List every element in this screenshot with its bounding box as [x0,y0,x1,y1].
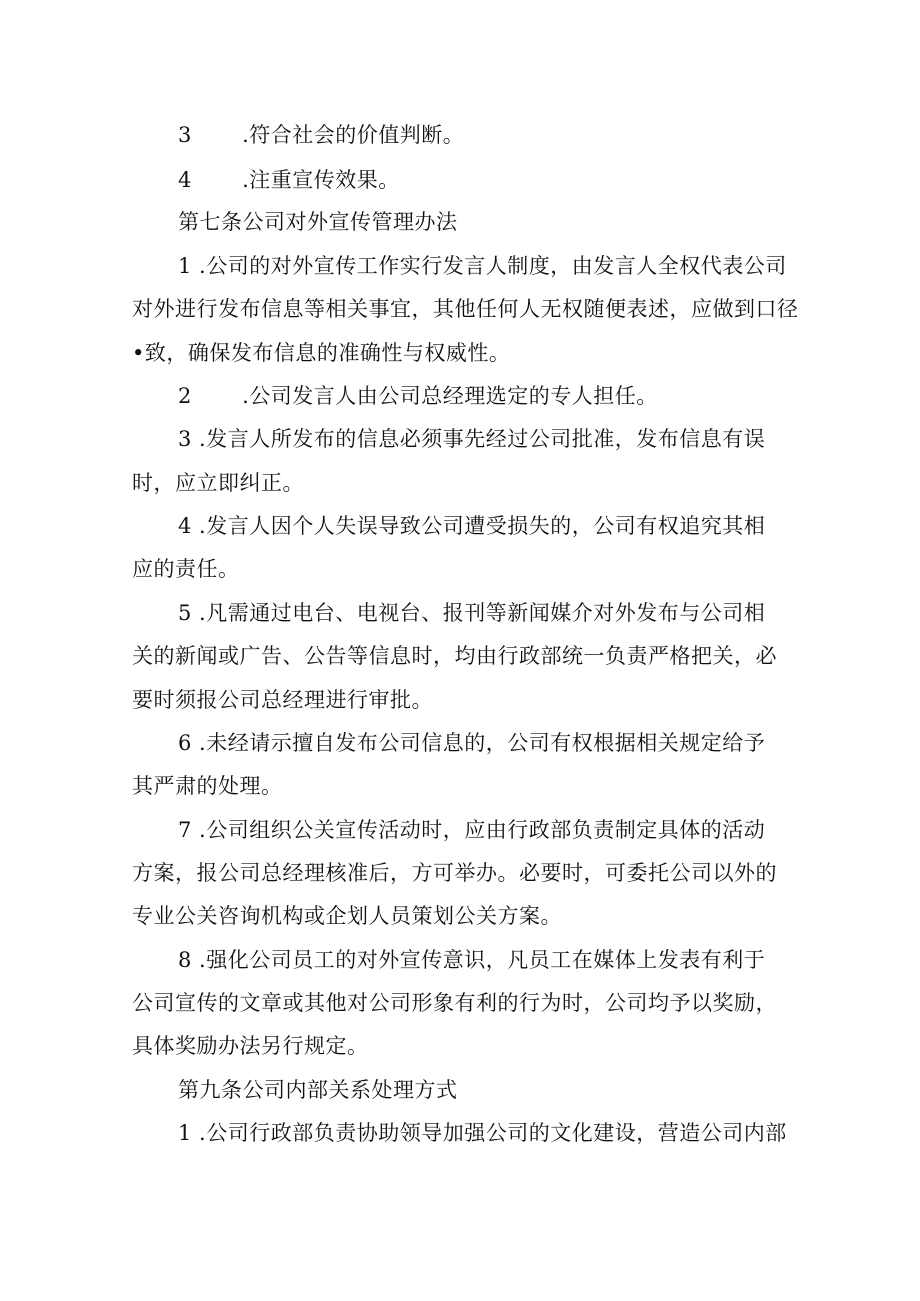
paragraph-line: 专业公关咨询机构或企划人员策划公关方案。 [132,904,562,928]
list-item-4-publicity-effect: 4 .注重宣传效果。 [178,168,400,192]
paragraph-line: 8 .强化公司员工的对外宣传意识，凡员工在媒体上发表有利于 [178,948,766,972]
paragraph-line: 3 .发言人所发布的信息必须事先经过公司批准，发布信息有误 [178,427,766,451]
paragraph-line: 6 .未经请示擅自发布公司信息的，公司有权根据相关规定给予 [178,731,766,755]
list-item-3-value-judgment: 3 .符合社会的价值判断。 [178,123,465,147]
paragraph-line: 2 .公司发言人由公司总经理选定的专人担任。 [178,384,658,408]
article-7-heading: 第七条公司对外宣传管理办法 [178,210,458,234]
paragraph-line: 关的新闻或广告、公告等信息时，均由行政部统一负责严格把关，必 [132,644,777,668]
paragraph-line: 公司宣传的文章或其他对公司形象有利的行为时，公司均予以奖励， [132,991,777,1015]
paragraph-line: 4 .发言人因个人失误导致公司遭受损失的，公司有权追究其相 [178,514,766,538]
article-9-heading: 第九条公司内部关系处理方式 [178,1078,458,1102]
paragraph-line: •致，确保发布信息的准确性与权威性。 [132,341,511,365]
paragraph-line: 具体奖励办法另行规定。 [132,1034,369,1058]
paragraph-line: 1 .公司的对外宣传工作实行发言人制度，由发言人全权代表公司 [178,254,787,278]
paragraph-line: 应的责任。 [132,557,240,581]
paragraph-line: 其严肃的处理。 [132,774,283,798]
paragraph-line: 1 .公司行政部负责协助领导加强公司的文化建设，营造公司内部 [178,1121,787,1145]
paragraph-line: 要时须报公司总经理进行审批。 [132,688,433,712]
paragraph-line: 对外进行发布信息等相关事宜，其他任何人无权随便表述，应做到口径 [132,297,799,321]
paragraph-line: 时，应立即纠正。 [132,471,304,495]
paragraph-line: 5 .凡需通过电台、电视台、报刊等新闻媒介对外发布与公司相 [178,601,766,625]
paragraph-line: 方案，报公司总经理核准后，方可举办。必要时，可委托公司以外的 [132,861,777,885]
paragraph-line: 7 .公司组织公关宣传活动时，应由行政部负责制定具体的活动 [178,818,766,842]
